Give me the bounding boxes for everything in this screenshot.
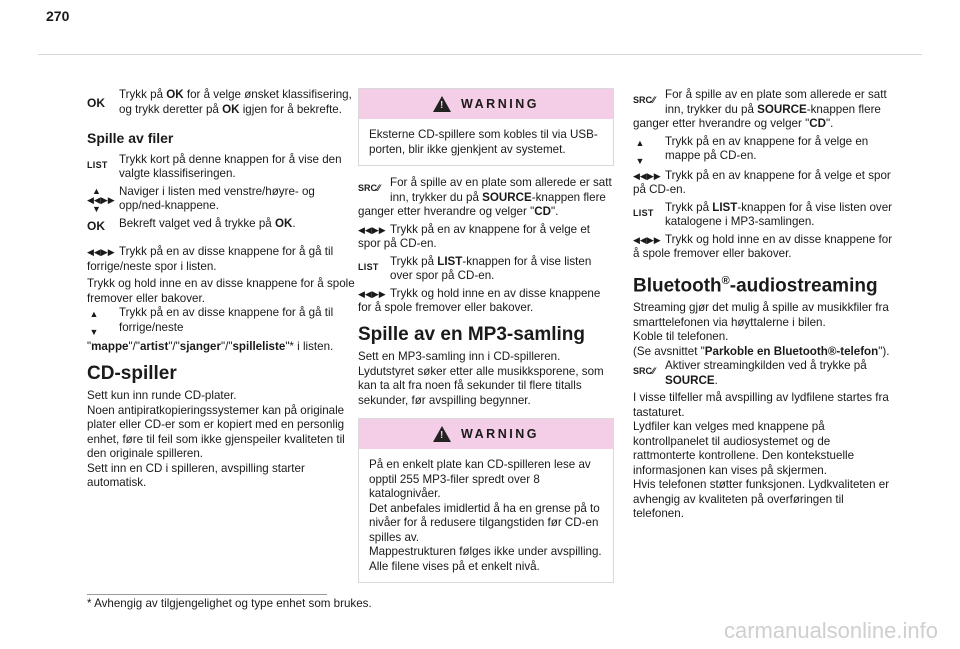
warning-text: Eksterne CD-spillere som kobles til via USB-porten, blir ikke gjenkjent av systemet. [369, 128, 598, 156]
ok-button-icon: OK [87, 96, 105, 110]
column-3 [633, 88, 895, 522]
bluetooth-heading: Bluetooth®-audiostreaming [633, 274, 878, 296]
confirm-text: Bekreft valget ved å trykke på OK. [119, 216, 296, 230]
warning-text: På en enkelt plate kan CD-spilleren lese av opptil 255 MP3-filer spredt over 8 katalognivåer. Det anbefales imidlertid å ha en grense på to nivåer for å redusere tilgangstiden før CD-en spilles av. Mappestrukturen følges ikke under avspilling. Alle filene vises på et enkelt nivå. [369, 458, 602, 573]
hold-block-2-text: Trykk og hold inne en av disse knappene for å spole fremover eller bakover. [358, 286, 601, 314]
lr-block-3 [633, 169, 895, 198]
bluetooth-text-2: I visse tilfeller må avspilling av lydfilene startes fra tastaturet. Lydfiler kan velges med knappene på kontrollpanelet til audiosystemet og de rattmonterte kontrollene. Den kontekstuelle informasjonen kan vises på skjermen. Hvis telefonen støtter funksjonen. Lydkvaliteten er avhengig av kvaliteten på overføringen til telefonen. [633, 391, 890, 521]
top-rule [38, 54, 922, 55]
cd-heading: CD-spiller [87, 362, 177, 384]
list-block-3-text: Trykk på LIST-knappen for å vise listen over katalogene i MP3-samlingen. [665, 200, 893, 228]
src-block [358, 176, 614, 220]
source-button-icon: SRC⁄⁄ [358, 183, 381, 193]
ud-block-3-text: Trykk på en av knappene for å velge en mappe på CD-en. [665, 134, 869, 162]
list-block-3 [633, 201, 895, 230]
list-block-2 [358, 255, 614, 284]
source-button-icon: SRC⁄⁄ [633, 366, 656, 377]
lr-block-3-text: Trykk på en av knappene for å velge et spor på CD-en. [633, 168, 891, 196]
source-button-icon: SRC⁄⁄ [633, 95, 656, 105]
list-button-icon: LIST [633, 207, 654, 218]
list-block-text: Trykk kort på denne knappen for å vise den valgte klassifiseringen. [119, 152, 342, 180]
warning-box-mp3 [358, 418, 614, 583]
list-button-icon: LIST [358, 261, 379, 272]
ud-block-3 [633, 135, 895, 166]
nav-block-text: Naviger i listen med venstre/høyre- og opp/ned-knappene. [119, 184, 315, 212]
src-block-3-text: For å spille av en plate som allerede er satt inn, trykker du på SOURCE-knappen flere ganger etter hverandre og velger "CD". [633, 88, 887, 130]
ud-block [87, 306, 355, 337]
footnote-rule [87, 594, 327, 595]
list-block [87, 153, 355, 182]
warning-title: WARNING [461, 426, 539, 441]
lr-block-2 [358, 223, 614, 252]
up-down-arrows-icon: ▲ ▼ [87, 309, 99, 337]
left-right-arrows-icon: ◀◀▶▶ [358, 288, 386, 299]
nav-block [87, 185, 355, 214]
up-down-arrows-icon: ▲ ▼ [633, 137, 645, 166]
hold-block-3 [633, 233, 895, 262]
mp3-heading: Spille av en MP3-samling [358, 323, 586, 345]
hold-block-3-text: Trykk og hold inne en av disse knappene for å spole fremover eller bakover. [633, 232, 893, 260]
warning-triangle-icon [433, 96, 451, 112]
left-right-arrows-icon: ◀◀▶▶ [358, 224, 386, 235]
mp3-text: Sett en MP3-samling inn i CD-spilleren. Lydutstyret søker etter alle musikksporene, som kan ta alt fra noen få sekunder til flere titalls sekunder, før avspilling begynner. [358, 350, 604, 407]
confirm-block [87, 217, 355, 234]
warning-title: WARNING [461, 96, 539, 111]
list-button-icon: LIST [87, 159, 108, 170]
bluetooth-text-1: Streaming gjør det mulig å spille av musikkfiler fra smarttelefonen via høyttalerne i bilen. Koble til telefonen. (Se avsnittet "Parkoble en Bluetooth®-telefon"). [633, 301, 890, 358]
hold-block-2 [358, 287, 614, 316]
lr-block-text: Trykk på en av disse knappene for å gå til forrige/neste spor i listen. [87, 245, 334, 273]
ud-block-categories: "mappe"/"artist"/"sjanger"/"spilleliste"* i listen. [87, 340, 334, 353]
left-right-arrows-icon: ◀◀▶▶ [633, 170, 661, 181]
ok-block [87, 88, 355, 117]
column-1 [87, 88, 355, 491]
ok-confirm-icon: OK [87, 218, 105, 233]
bt-src-block [633, 359, 895, 388]
files-heading: Spille av filer [87, 130, 174, 146]
bt-src-text: Aktiver streamingkilden ved å trykke på SOURCE. [665, 359, 867, 387]
page-number: 270 [46, 8, 70, 24]
src-block-3 [633, 88, 895, 132]
warning-header [359, 89, 613, 119]
lr-block [87, 245, 355, 274]
footnote: * Avhengig av tilgjengelighet og type enhet som brukes. [87, 597, 372, 610]
warning-box-usb [358, 88, 614, 166]
warning-header [359, 419, 613, 449]
watermark: carmanualsonline.info [723, 618, 938, 643]
column-2 [358, 88, 614, 593]
left-right-arrows-icon: ◀◀▶▶ [87, 247, 115, 257]
left-right-arrows-icon: ◀◀▶▶ [633, 234, 661, 245]
hold-text: Trykk og hold inne en av disse knappene for å spole fremover eller bakover. [87, 277, 355, 305]
src-block-text: For å spille av en plate som allerede er satt inn, trykker du på SOURCE-knappen flere ganger etter hverandre og velger "CD". [358, 176, 612, 218]
lr-block-2-text: Trykk på en av knappene for å velge et spor på CD-en. [358, 222, 591, 250]
four-way-arrows-icon: ▲ ◀◀▶▶ ▼ [87, 185, 115, 214]
warning-triangle-icon [433, 426, 451, 442]
cd-text: Sett kun inn runde CD-plater. Noen antipiratkopieringssystemer kan på originale plater eller CD-er som er kopiert med en personlig enhet, føre til feil som ikke gjenspeiler kvaliteten til den originale spilleren. Sett inn en CD i spilleren, avspilling starter automatisk. [87, 389, 345, 489]
ok-block-text: Trykk på OK for å velge ønsket klassifisering, og trykk deretter på OK igjen for å bekrefte. [119, 88, 352, 116]
list-block-2-text: Trykk på LIST-knappen for å vise listen over spor på CD-en. [390, 254, 592, 282]
ud-block-text: Trykk på en av disse knappene for å gå til forrige/neste [119, 306, 334, 334]
